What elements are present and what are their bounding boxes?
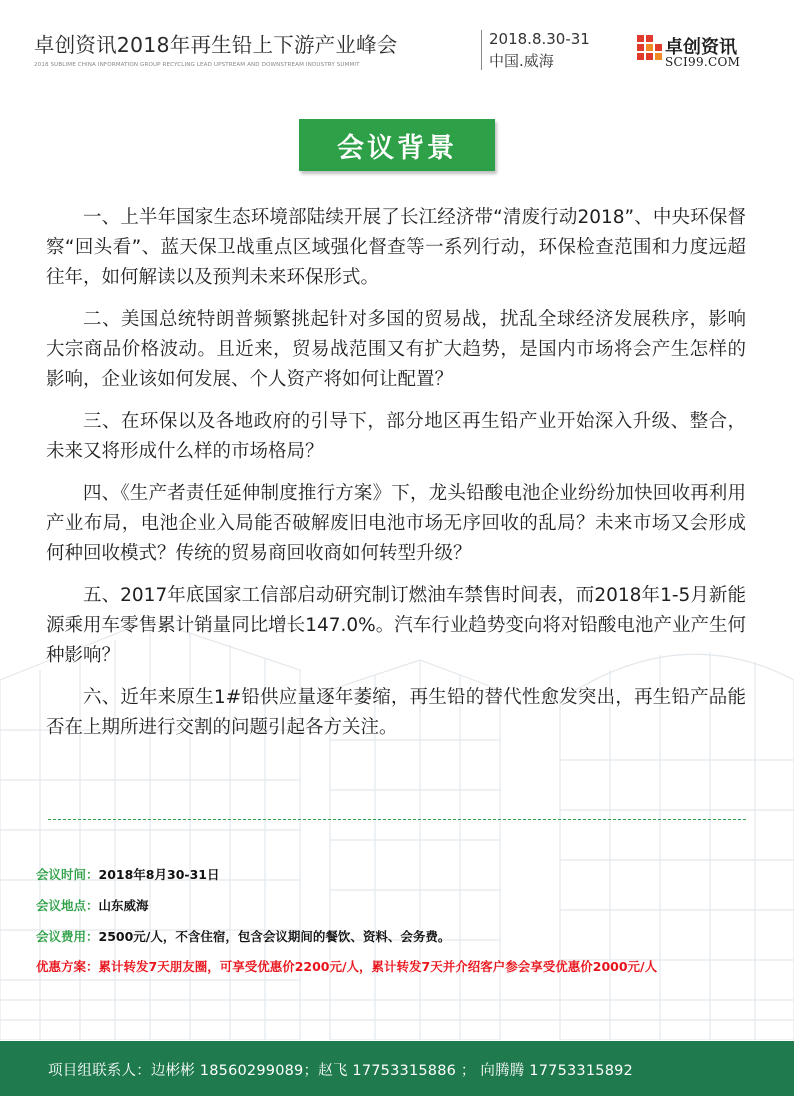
meeting-fee-label: 会议费用：: [36, 929, 99, 944]
meeting-fee-value: 2500元/人，不含住宿，包含会议期间的餐饮、资料、会务费。: [98, 929, 451, 944]
meeting-fee-row: [36, 927, 450, 945]
dashed-divider: [48, 819, 746, 820]
section-title-badge: 会议背景: [299, 119, 495, 171]
paragraph-5: 五、2017年底国家工信部启动研究制订燃油车禁售时间表，而2018年1-5月新能源乘用车零售累计销量同比增长147.0%。汽车行业趋势变向将对铅酸电池产业产生何种影响？: [46, 585, 746, 666]
logo-mark-icon: [637, 35, 663, 61]
meeting-time-value: 2018年8月30-31日: [98, 867, 220, 882]
meeting-place-row: [36, 896, 149, 914]
meeting-time-label: 会议时间：: [36, 867, 99, 882]
background-paragraphs: [46, 203, 746, 755]
header-divider: [481, 30, 482, 70]
summit-date: 2018.8.30-31: [489, 30, 590, 48]
logo-domain: SCI99.COM: [665, 55, 741, 69]
meeting-place-label: 会议地点：: [36, 898, 99, 913]
meeting-time-row: [36, 865, 219, 883]
footer-bar: [0, 1041, 794, 1096]
contact-persons: 项目组联系人：边彬彬 18560299089；赵飞 17753315886 ； 向腾腾 17753315892: [48, 1063, 633, 1079]
paragraph-6: 六、近年来原生1#铅供应量逐年萎缩，再生铅的替代性愈发突出，再生铅产品能否在上期所进行交割的问题引起各方关注。: [46, 687, 746, 738]
sci99-logo: [637, 32, 767, 72]
paragraph-1: 一、上半年国家生态环境部陆续开展了长江经济带“清废行动2018”、中央环保督察“回头看”、蓝天保卫战重点区域强化督查等一系列行动，环保检查范围和力度远超往年，如何解读以及预判未来环保形式。: [46, 207, 746, 288]
summit-english-subtitle: 2018 SUBLIME CHINA INFORMATION GROUP RECYCLING LEAD UPSTREAM AND DOWNSTREAM INDUSTRY SUMMIT: [34, 62, 360, 68]
header: [0, 0, 794, 84]
paragraph-4: 四、《生产者责任延伸制度推行方案》下，龙头铅酸电池企业纷纷加快回收再利用产业布局，电池企业入局能否破解废旧电池市场无序回收的乱局？未来市场又会形成何种回收模式？传统的贸易商回收商如何转型升级？: [46, 483, 746, 564]
promotion-plan: 优惠方案：累计转发7天朋友圈，可享受优惠价2200元/人，累计转发7天并介绍客户参会享受优惠价2000元/人: [36, 959, 658, 974]
paragraph-3: 三、在环保以及各地政府的引导下，部分地区再生铅产业开始深入升级、整合，未来又将形成什么样的市场格局？: [46, 411, 746, 462]
summit-title: 卓创资讯2018年再生铅上下游产业峰会: [34, 33, 398, 57]
meeting-place-value: 山东威海: [98, 898, 149, 913]
paragraph-2: 二、美国总统特朗普频繁挑起针对多国的贸易战，扰乱全球经济发展秩序，影响大宗商品价格波动。且近来，贸易战范围又有扩大趋势，是国内市场将会产生怎样的影响，企业该如何发展、个人资产将如何让配置？: [46, 309, 746, 390]
summit-location: 中国.威海: [489, 52, 554, 70]
logo-name: 卓创资讯: [665, 37, 737, 58]
